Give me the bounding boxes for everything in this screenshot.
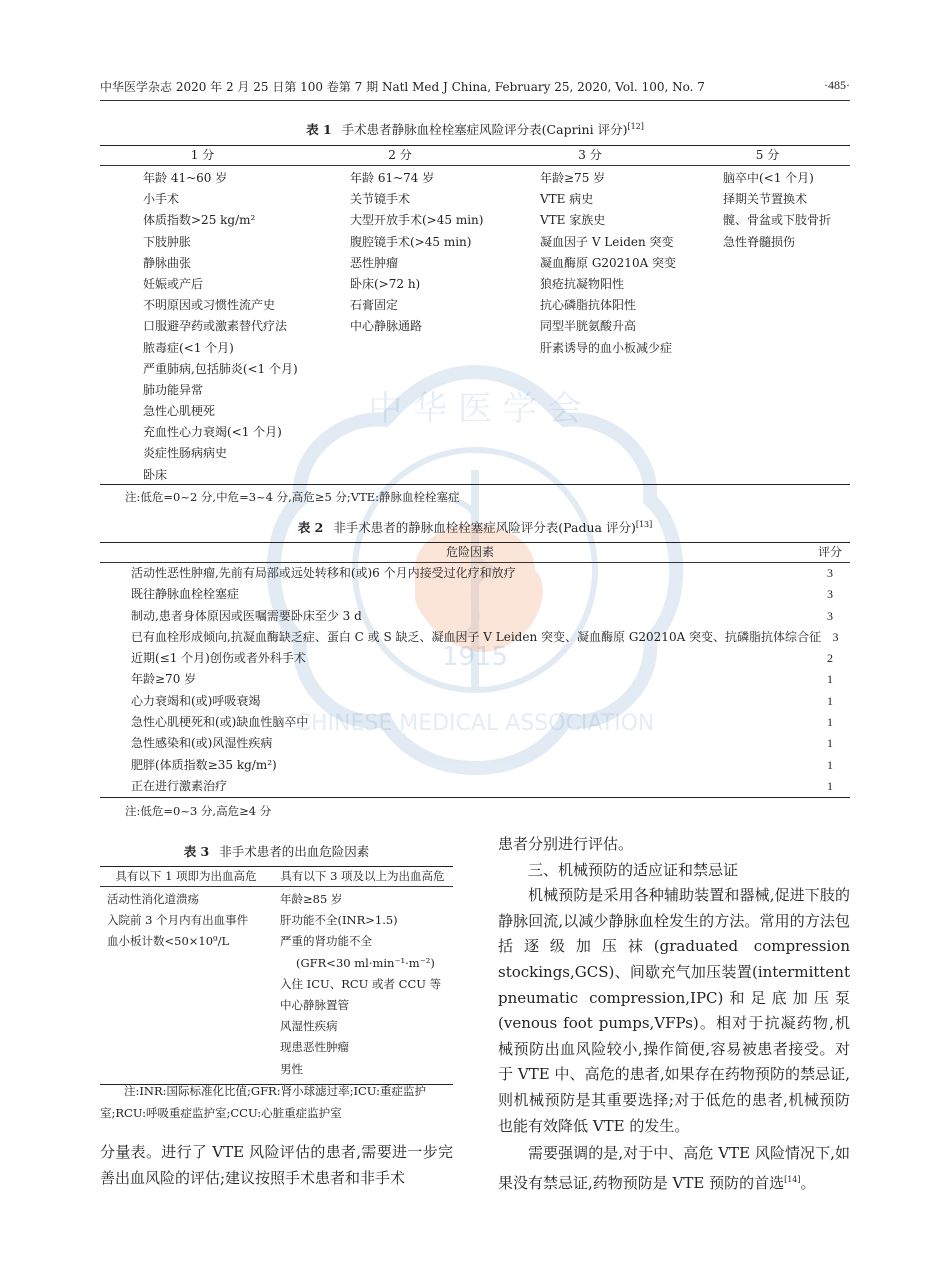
bleeding-risk-table [100, 866, 453, 1085]
table-cell: 现患恶性肿瘤 [280, 1040, 349, 1055]
paragraph: 机械预防是采用各种辅助装置和器械,促进下肢的静脉回流,以减少静脉血栓发生的方法。常用的方法包括逐级加压袜(graduated compression stockings,GCS)、间歇充气加压装置(intermittent pneumatic compression,IPC)和足底加压泵(venous foot pumps,VFPs)。相对于抗凝药物,机械预防出血风险较小,操作简便,容易被患者接受。对于 VTE 中、高危的患者,如果存在药物预防的禁忌证,则机械预防是其重要选择;对于低危的患者,机械预防也能有效降低 VTE 的发生。 [498, 886, 850, 1135]
table-cell: VTE 病史 [540, 192, 594, 207]
caprini-table [100, 145, 850, 485]
score: 1 [827, 715, 833, 730]
table-cell: 肝素诱导的血小板减少症 [540, 340, 673, 355]
table-cell: VTE 家族史 [540, 213, 606, 228]
table-cell: 不明原因或习惯性流产史 [143, 298, 276, 313]
table-row [100, 648, 850, 669]
risk-factor: 正在进行激素治疗 [131, 778, 228, 793]
table-cell: 风湿性疾病 [280, 1019, 338, 1034]
table-cell: 妊娠或产后 [143, 276, 204, 291]
table-cell: 凝血酶原 G20210A 突变 [540, 255, 677, 270]
table2-header-score: 评分 [817, 545, 842, 559]
paragraph: 患者分别进行评估。 [498, 835, 634, 853]
table1-ref: [12] [627, 121, 644, 131]
table-cell: 年龄≥75 岁 [540, 171, 606, 185]
table-cell: 同型半胱氨酸升高 [540, 319, 637, 334]
risk-factor: 既往静脉血栓栓塞症 [131, 587, 240, 602]
table-cell: 血小板计数<50×10⁹/L [107, 934, 230, 949]
watermark-top-text: 中 华 医 学 会 [368, 389, 582, 429]
table-cell: 肺功能异常 [143, 382, 204, 397]
table-cell: 腹腔镜手术(>45 min) [350, 234, 472, 249]
table-cell: 口服避孕药或激素替代疗法 [143, 319, 288, 334]
score: 1 [827, 778, 833, 793]
paragraph [498, 1141, 850, 1196]
risk-factor: 肥胖(体质指数≥35 kg/m²) [131, 757, 277, 772]
table-cell: 活动性消化道溃疡 [107, 892, 199, 906]
watermark-year: 1915 [441, 642, 509, 672]
table1-header-3pt: 3 分 [578, 148, 602, 162]
score: 1 [827, 693, 833, 708]
right-column-text [498, 832, 850, 1196]
table3-title: 非手术患者的出血危险因素 [219, 844, 370, 859]
table-cell: 急性心肌梗死 [143, 404, 216, 419]
table2-ref: [13] [635, 519, 653, 529]
table-cell: 卧床 [143, 467, 168, 482]
risk-factor: 急性感染和(或)风湿性疾病 [131, 736, 273, 751]
table-cell: 静脉曲张 [143, 255, 192, 270]
table-cell: 年龄≥85 岁 [280, 892, 343, 906]
table-cell: 脓毒症(<1 个月) [143, 340, 234, 355]
table-cell: 恶性肿瘤 [350, 255, 399, 270]
table-row [100, 733, 850, 754]
risk-factor: 制动,患者身体原因或医嘱需要卧床至少 3 d [131, 608, 362, 623]
table2-note: 注:低危=0~3 分,高危≥4 分 [125, 804, 272, 818]
score: 1 [827, 757, 833, 772]
table1-col-1pt [100, 168, 305, 484]
journal-citation: 中华医学杂志 2020 年 2 月 25 日第 100 卷第 7 期 Natl Med J China, February 25, 2020, Vol. 100, No. 7 [100, 80, 705, 94]
left-column-text [100, 1140, 453, 1191]
score: 1 [827, 672, 833, 687]
table3-header-one-item: 具有以下 1 项即为出血高危 [115, 869, 257, 883]
table-cell: 男性 [280, 1061, 303, 1076]
table-cell: 肝功能不全(INR>1.5) [280, 913, 398, 928]
table3-note: 注:INR:国际标准化比值;GFR:肾小球滤过率;ICU:重症监护室;RCU:呼吸重症监护室;CCU:心脏重症监护室 [100, 1084, 426, 1120]
padua-table [100, 542, 850, 798]
score: 3 [827, 608, 833, 623]
risk-factor: 已有血栓形成倾向,抗凝血酶缺乏症、蛋白 C 或 S 缺乏、凝血因子 V Leiden 突变、凝血酶原 G20210A 突变、抗磷脂抗体综合征 [131, 629, 822, 644]
table-cell: 严重肺病,包括肺炎(<1 个月) [143, 361, 298, 376]
table-cell: 小手术 [143, 192, 180, 207]
table-cell: 抗心磷脂抗体阳性 [540, 298, 637, 313]
table3-col-a [100, 889, 272, 1080]
table-cell: 关节镜手术 [350, 192, 411, 207]
page-number: ·485· [824, 78, 850, 92]
table3-label: 表 3 [183, 844, 210, 859]
table-row [100, 606, 850, 627]
table2-label: 表 2 [297, 520, 324, 535]
table-row [100, 755, 850, 776]
table-cell: 入院前 3 个月内有出血事件 [107, 913, 249, 928]
table-cell: 狼疮抗凝物阳性 [540, 276, 625, 291]
table-cell: 大型开放手术(>45 min) [350, 213, 484, 228]
table-cell: 年龄 61~74 岁 [350, 171, 435, 185]
table1-col-2pt [305, 168, 495, 484]
table-cell: 炎症性肠病病史 [143, 446, 228, 461]
table1-label: 表 1 [306, 122, 332, 137]
section-heading: 三、机械预防的适应证和禁忌证 [528, 860, 739, 879]
table-cell: 体质指数>25 kg/m² [143, 213, 256, 228]
table1-caption [100, 120, 850, 138]
table-cell: 充血性心力衰竭(<1 个月) [143, 425, 282, 440]
table-cell: 严重的肾功能不全 [280, 934, 372, 949]
table3-caption [100, 842, 453, 860]
table-row [100, 776, 850, 797]
table-row [100, 563, 850, 584]
table-cell: 石膏固定 [350, 298, 399, 313]
paragraph-end: 。 [800, 1173, 816, 1192]
table3-header-row [100, 867, 453, 887]
score: 1 [827, 736, 833, 751]
table2-header-row [100, 543, 850, 563]
table2-caption [100, 518, 850, 536]
running-header [100, 78, 850, 101]
score: 3 [832, 629, 839, 644]
risk-factor: 活动性恶性肿瘤,先前有局部或远处转移和(或)6 个月内接受过化疗和放疗 [131, 566, 516, 580]
table-cell: 中心静脉通路 [350, 319, 423, 334]
risk-factor: 急性心肌梗死和(或)缺血性脑卒中 [131, 715, 309, 730]
score: 3 [827, 566, 833, 580]
table2-title: 非手术患者的静脉血栓栓塞症风险评分表(Padua 评分) [333, 520, 636, 535]
table-row [100, 712, 850, 733]
table-cell: 卧床(>72 h) [350, 276, 421, 291]
table-cell: 年龄 41~60 岁 [143, 171, 228, 185]
risk-factor: 近期(≤1 个月)创伤或者外科手术 [131, 651, 306, 666]
table1-header-2pt: 2 分 [388, 148, 412, 162]
table1-col-5pt [685, 168, 850, 484]
table-cell: (GFR<30 ml·min⁻¹·m⁻²) [296, 955, 435, 970]
score: 2 [827, 651, 833, 666]
table-row [100, 691, 850, 712]
table-row [100, 584, 850, 605]
table-cell: 择期关节置换术 [723, 192, 808, 207]
table2-header-factor: 危险因素 [445, 545, 494, 559]
paragraph: 分量表。进行了 VTE 风险评估的患者,需要进一步完善出血风险的评估;建议按照手术患者和非手术 [100, 1143, 453, 1187]
citation-ref: [14] [784, 1174, 801, 1184]
table3-header-three-items: 具有以下 3 项及以上为出血高危 [280, 869, 445, 883]
table-row [100, 627, 850, 648]
paragraph-text: 需要强调的是,对于中、高危 VTE 风险情况下,如果没有禁忌证,药物预防是 VTE 预防的首选 [498, 1144, 850, 1192]
table-cell: 中心静脉置管 [280, 997, 349, 1012]
score: 3 [827, 587, 833, 602]
table-cell: 急性脊髓损伤 [723, 234, 796, 249]
table1-title: 手术患者静脉血栓栓塞症风险评分表(Caprini 评分) [341, 122, 628, 137]
table-row [100, 669, 850, 690]
risk-factor: 年龄≥70 岁 [131, 672, 197, 687]
table1-header-1pt: 1 分 [190, 148, 215, 162]
table-cell: 入住 ICU、RCU 或者 CCU 等 [280, 976, 442, 991]
table1-note: 注:低危=0~2 分,中危=3~4 分,高危≥5 分;VTE:静脉血栓栓塞症 [125, 490, 460, 504]
table-cell: 髋、骨盆或下肢骨折 [723, 213, 832, 228]
table3-col-b [272, 889, 453, 1080]
table1-header-row [100, 146, 850, 166]
table1-col-3pt [495, 168, 685, 484]
table1-header-5pt: 5 分 [755, 148, 780, 162]
watermark-band-text: CHINESE MEDICAL ASSOCIATION [295, 711, 655, 736]
table-cell: 脑卒中(<1 个月) [723, 171, 814, 185]
table-cell: 凝血因子 V Leiden 突变 [540, 234, 674, 249]
risk-factor: 心力衰竭和(或)呼吸衰竭 [131, 693, 261, 708]
table-cell: 下肢肿胀 [143, 234, 192, 249]
